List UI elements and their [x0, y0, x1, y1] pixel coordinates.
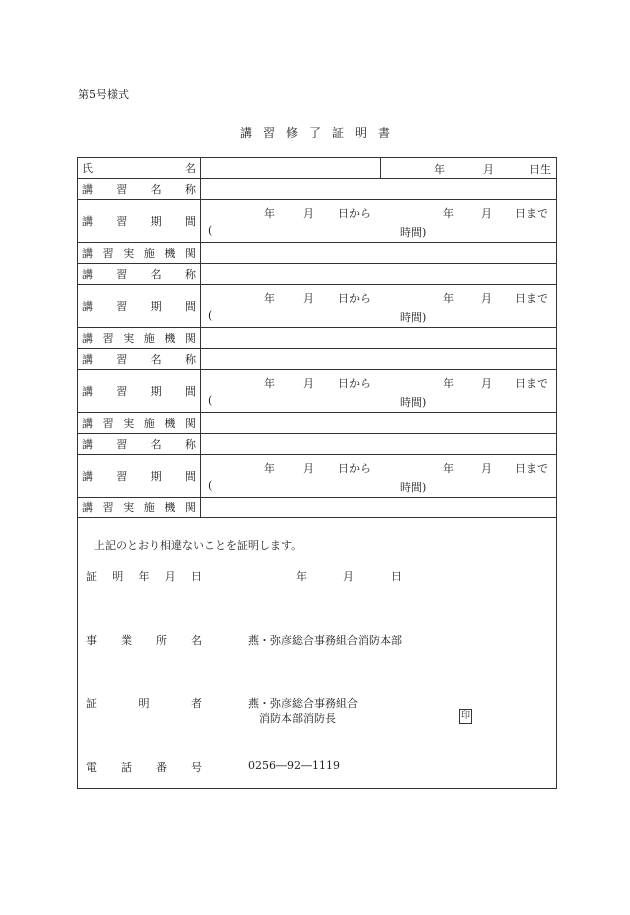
phone-label: 電 話 番 号: [86, 761, 202, 774]
course-period-label: 講 習 期 間: [82, 214, 196, 228]
hours-label: 時間): [400, 226, 427, 239]
certificate-frame: [77, 157, 557, 789]
row-divider: [78, 517, 556, 518]
period-from-year: 年: [264, 292, 275, 305]
institution-label: 講 習 実 施 機 関: [82, 331, 196, 345]
name-label: 氏 名: [82, 162, 196, 175]
period-from-month: 月: [303, 462, 314, 475]
course-period-label: 講 習 期 間: [82, 469, 196, 483]
period-to-month: 月: [481, 207, 492, 220]
certifier-organization: 燕・弥彦総合事務組合: [248, 697, 358, 710]
period-to-month: 月: [481, 292, 492, 305]
certification-date-day: 日: [391, 570, 402, 583]
certification-date-year: 年: [296, 570, 307, 583]
birth-year: 年: [434, 163, 445, 176]
course-name-label: 講 習 名 称: [82, 267, 196, 281]
institution-label: 講 習 実 施 機 関: [82, 501, 196, 514]
hours-paren-open: (: [208, 309, 213, 322]
column-divider: [380, 158, 381, 178]
certifier-label: 証 明 者: [86, 697, 202, 710]
period-to-month: 月: [481, 462, 492, 475]
hours-label: 時間): [400, 481, 427, 494]
course-period-label: 講 習 期 間: [82, 384, 196, 398]
birth-month: 月: [483, 163, 494, 176]
certifier-title: 消防本部消防長: [259, 712, 336, 725]
period-to-day: 日まで: [515, 207, 548, 220]
office-name-value: 燕・弥彦総合事務組合消防本部: [248, 634, 402, 647]
institution-label: 講 習 実 施 機 関: [82, 416, 196, 430]
period-to-year: 年: [443, 377, 454, 390]
period-to-year: 年: [443, 207, 454, 220]
hours-paren-open: (: [208, 479, 213, 492]
period-from-day: 日から: [338, 462, 371, 475]
course-name-label: 講 習 名 称: [82, 437, 196, 451]
course-name-label: 講 習 名 称: [82, 352, 196, 366]
institution-label: 講 習 実 施 機 関: [82, 246, 196, 260]
period-from-day: 日から: [338, 207, 371, 220]
certification-statement: 上記のとおり相違ないことを証明します。: [94, 539, 303, 552]
column-divider: [200, 158, 201, 517]
period-to-day: 日まで: [515, 292, 548, 305]
certification-date-label: 証 明 年 月 日: [86, 570, 202, 583]
period-from-year: 年: [264, 462, 275, 475]
hours-paren-open: (: [208, 394, 213, 407]
period-to-month: 月: [481, 377, 492, 390]
period-to-day: 日まで: [515, 377, 548, 390]
birth-day: 日生: [529, 163, 551, 176]
period-from-day: 日から: [338, 292, 371, 305]
period-from-month: 月: [303, 292, 314, 305]
hours-label: 時間): [400, 396, 427, 409]
form-number: 第5号様式: [78, 88, 129, 101]
seal-mark: 印: [459, 709, 472, 724]
office-name-label: 事 業 所 名: [86, 634, 202, 647]
period-from-month: 月: [303, 207, 314, 220]
period-to-year: 年: [443, 292, 454, 305]
phone-value: 0256―92―1119: [248, 759, 340, 772]
period-from-year: 年: [264, 207, 275, 220]
certification-date-month: 月: [343, 570, 354, 583]
hours-paren-open: (: [208, 224, 213, 237]
period-to-year: 年: [443, 462, 454, 475]
document-title: 講習修了証明書: [239, 126, 401, 140]
period-from-year: 年: [264, 377, 275, 390]
period-from-month: 月: [303, 377, 314, 390]
course-period-label: 講 習 期 間: [82, 299, 196, 313]
period-from-day: 日から: [338, 377, 371, 390]
period-to-day: 日まで: [515, 462, 548, 475]
hours-label: 時間): [400, 311, 427, 324]
course-name-label: 講 習 名 称: [82, 182, 196, 196]
